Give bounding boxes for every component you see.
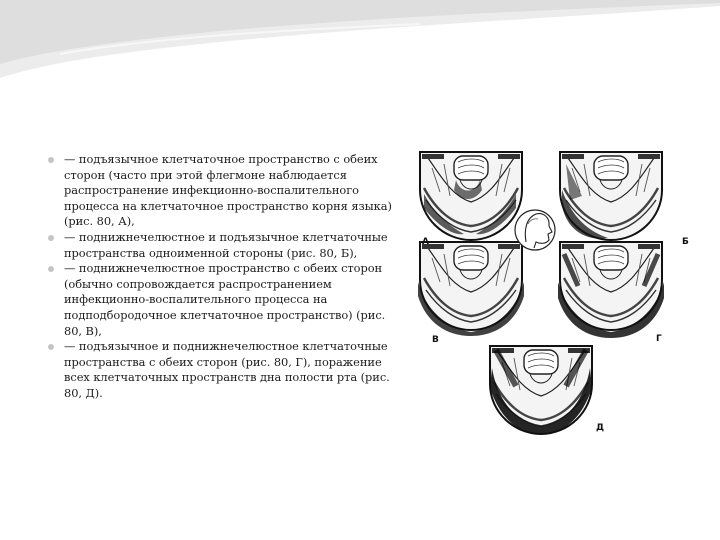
panel-label-b: Б: [682, 237, 689, 247]
bullet-dot-icon: [48, 157, 54, 163]
panel-label-e: Д: [596, 423, 605, 433]
bullet-dot-icon: [48, 235, 54, 241]
panel-b: [560, 152, 662, 240]
panel-label-a: А: [422, 237, 429, 247]
bullet-item: [46, 152, 406, 230]
bullet-text: — поднижнечелюстное и подъязычное клетчаточные пространства одноименной стороны (рис. 80, Б),: [64, 229, 388, 260]
anatomy-illustration: [412, 150, 712, 440]
head-profile-icon: [515, 210, 555, 250]
bullet-item: [46, 230, 406, 261]
panel-label-c: В: [432, 335, 439, 345]
panel-a: [420, 152, 522, 240]
bullet-list: [46, 152, 406, 402]
anatomy-figure: [412, 150, 712, 440]
bullet-dot-icon: [48, 344, 54, 350]
panel-label-d: Г: [656, 334, 662, 344]
panel-e: [490, 346, 592, 434]
bullet-dot-icon: [48, 266, 54, 272]
bullet-text: — поднижнечелюстное пространство с обеих сторон (обычно сопровождается распространением инфекционно-воспалительного процесса на подподбородочное клетчаточное пространство) (рис. 80, В),: [64, 261, 386, 338]
header-wave-decoration: [0, 0, 720, 110]
panel-c: [418, 242, 524, 336]
panel-d: [558, 242, 664, 338]
bullet-text: — подъязычное клетчаточное пространство с обеих сторон (часто при этой флегмоне наблюдается распространение инфекционно-воспалительного процесса на клетчаточное пространство корня языка) (рис. 80, А),: [64, 152, 392, 229]
bullet-item: [46, 339, 406, 401]
bullet-item: [46, 261, 406, 339]
bullet-text: — подъязычное и поднижнечелюстное клетчаточные пространства с обеих сторон (рис. 80, Г), поражение всех клетчаточных пространств дна полости рта (рис. 80, Д).: [64, 339, 390, 400]
